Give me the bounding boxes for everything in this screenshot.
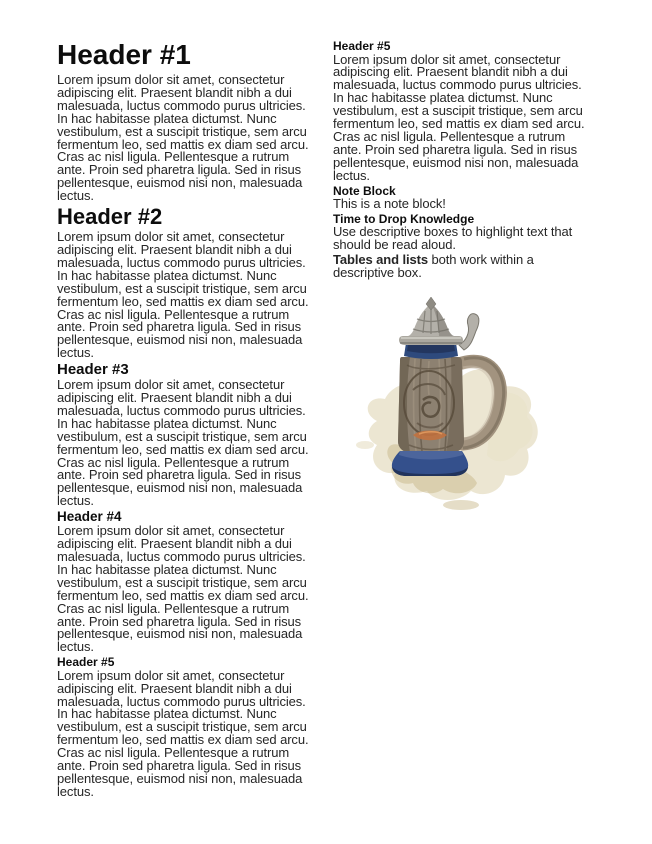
stein-body [398,357,464,453]
stein-thumb-lever [459,314,479,350]
stein-base [392,451,468,476]
right-column [333,40,591,523]
stein-lid-rim [399,336,463,345]
section-header-1: Header #1 [57,39,191,70]
section-paragraph: Lorem ipsum dolor sit amet, consectetur adipiscing elit. Praesent blandit nibh a dui malesuada, luctus commodo purus ultricies. In hac habitasse platea dictumst. Nunc vestibulum, est a suscipit tristique, sem arcu fermentum leo, sed mattis ex diam sed arcu. Cras ac nisl ligula. Pellentesque a rutrum ante. Proin sed pharetra ligula. Sed in risus pellentesque, euismod nisi non, malesuada lectus. [333,51,585,183]
section-header-4: Header #4 [57,509,122,525]
knowledge-tables-line [333,254,591,280]
stein-lid-cone [408,297,454,336]
section-header-5: Header #5 [57,655,115,670]
tables-and-lists-bold: Tables and lists [333,252,428,268]
stein-top-band [404,343,458,359]
section-paragraph: Lorem ipsum dolor sit amet, consectetur adipiscing elit. Praesent blandit nibh a dui malesuada, luctus commodo purus ultricies. In hac habitasse platea dictumst. Nunc vestibulum, est a suscipit tristique, sem arcu fermentum leo, sed mattis ex diam sed arcu. Cras ac nisl ligula. Pellentesque a rutrum ante. Proin sed pharetra ligula. Sed in risus pellentesque, euismod nisi non, malesuada lectus. [57,377,309,509]
section-paragraph: Lorem ipsum dolor sit amet, consectetur adipiscing elit. Praesent blandit nibh a dui malesuada, luctus commodo purus ultricies. In hac habitasse platea dictumst. Nunc vestibulum, est a suscipit tristique, sem arcu fermentum leo, sed mattis ex diam sed arcu. Cras ac nisl ligula. Pellentesque a rutrum ante. Proin sed pharetra ligula. Sed in risus pellentesque, euismod nisi non, malesuada lectus. [57,72,309,204]
beer-stein-illustration [343,295,583,523]
note-block-body: This is a note block! [333,196,446,212]
knowledge-title: Time to Drop Knowledge [333,211,475,226]
knowledge-body: Use descriptive boxes to highlight text that should be read aloud. [333,224,573,253]
section-paragraph: Lorem ipsum dolor sit amet, consectetur adipiscing elit. Praesent blandit nibh a dui malesuada, luctus commodo purus ultricies. In hac habitasse platea dictumst. Nunc vestibulum, est a suscipit tristique, sem arcu fermentum leo, sed mattis ex diam sed arcu. Cras ac nisl ligula. Pellentesque a rutrum ante. Proin sed pharetra ligula. Sed in risus pellentesque, euismod nisi non, malesuada lectus. [57,667,309,799]
section-header-3: Header #3 [57,361,129,379]
left-column [57,40,310,801]
tables-and-lists-rest: both work within a descriptive box. [333,252,534,281]
note-block-title: Note Block [333,183,396,198]
section-paragraph: Lorem ipsum dolor sit amet, consectetur adipiscing elit. Praesent blandit nibh a dui malesuada, luctus commodo purus ultricies. In hac habitasse platea dictumst. Nunc vestibulum, est a suscipit tristique, sem arcu fermentum leo, sed mattis ex diam sed arcu. Cras ac nisl ligula. Pellentesque a rutrum ante. Proin sed pharetra ligula. Sed in risus pellentesque, euismod nisi non, malesuada lectus. [57,229,309,361]
section-paragraph: Lorem ipsum dolor sit amet, consectetur adipiscing elit. Praesent blandit nibh a dui malesuada, luctus commodo purus ultricies. In hac habitasse platea dictumst. Nunc vestibulum, est a suscipit tristique, sem arcu fermentum leo, sed mattis ex diam sed arcu. Cras ac nisl ligula. Pellentesque a rutrum ante. Proin sed pharetra ligula. Sed in risus pellentesque, euismod nisi non, malesuada lectus. [57,523,309,655]
section-header-2: Header #2 [57,204,163,230]
section-header-5-continued: Header #5 [333,39,391,53]
